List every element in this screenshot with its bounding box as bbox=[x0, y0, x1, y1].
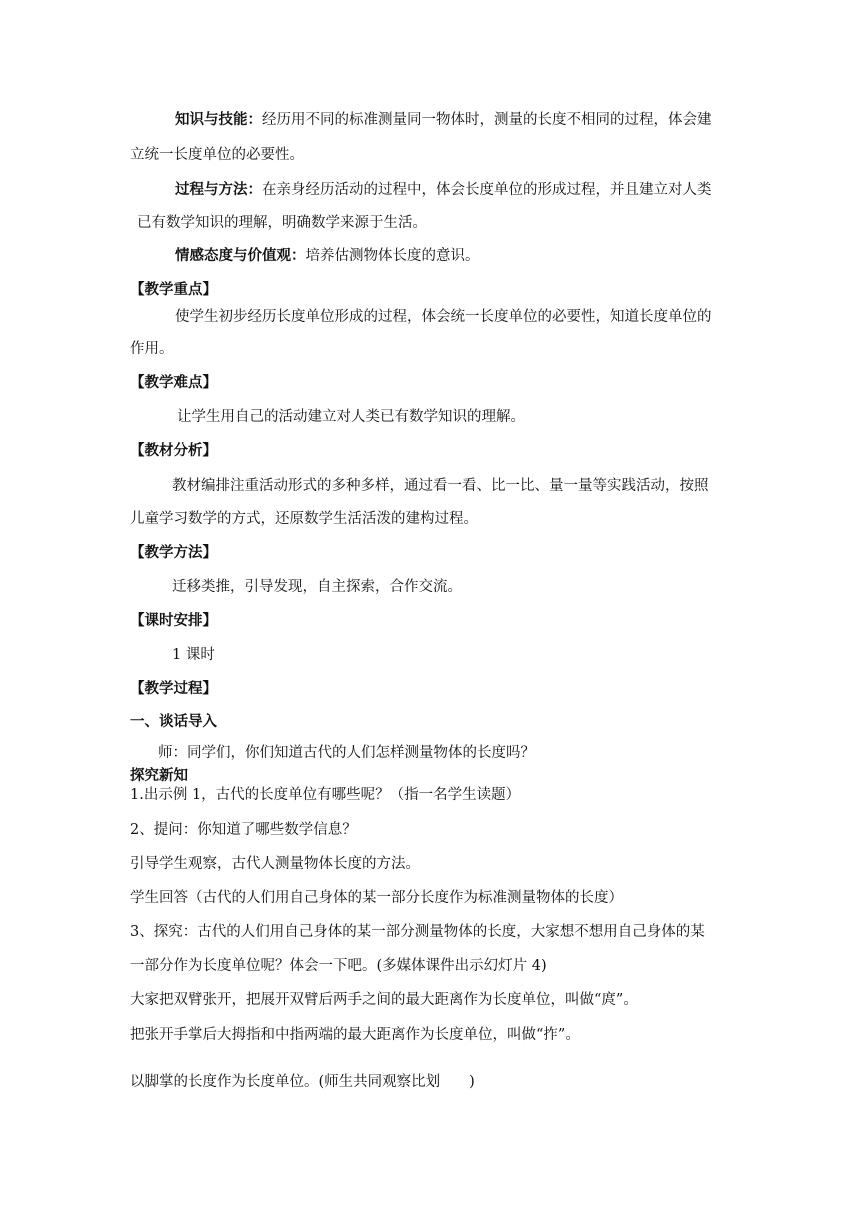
step3-text: 3、探究：古代的人们用自己身体的某一部分测量物体的长度，大家想不想用自己身体的某 bbox=[130, 924, 705, 940]
knowledge-text: 经历用不同的标准测量同一物体时，测量的长度不相同的过程，体会建 bbox=[262, 112, 712, 128]
process-objective-line bbox=[175, 180, 712, 200]
difficulties-text: 让学生用自己的活动建立对人类已有数学知识的理解。 bbox=[177, 409, 525, 425]
knowledge-objective-line bbox=[175, 110, 712, 130]
analysis-heading: 【教材分析】 bbox=[130, 443, 217, 459]
emotion-label: 情感态度与价值观： bbox=[175, 248, 306, 264]
difficulties-heading: 【教学难点】 bbox=[130, 375, 217, 391]
knowledge-objective-cont: 立统一长度单位的必要性。 bbox=[130, 147, 304, 163]
methods-heading: 【教学方法】 bbox=[130, 545, 217, 561]
intro-text: 师：同学们，你们知道古代的人们怎样测量物体的长度吗？ bbox=[158, 745, 535, 761]
unit-tuo-text: 大家把双臂张开，把展开双臂后两手之间的最大距离作为长度单位，叫做“庹”。 bbox=[130, 992, 638, 1008]
answer-text: 学生回答（古代的人们用自己身体的某一部分长度作为标准测量物体的长度） bbox=[130, 890, 623, 906]
step2-text: 2、提问：你知道了哪些数学信息？ bbox=[130, 822, 357, 838]
knowledge-label: 知识与技能： bbox=[175, 112, 262, 128]
unit-foot-text: 以脚掌的长度作为长度单位。(师生共同观察比划 ) bbox=[130, 1074, 475, 1090]
process-text: 在亲身经历活动的过程中，体会长度单位的形成过程，并且建立对人类 bbox=[262, 182, 712, 198]
key-points-text-cont: 作用。 bbox=[130, 341, 174, 357]
process-label: 过程与方法： bbox=[175, 182, 262, 198]
analysis-text-cont: 儿童学习数学的方式，还原数学生活活泼的建构过程。 bbox=[130, 511, 478, 527]
emotion-objective-line bbox=[175, 246, 480, 266]
step1-text: 1.出示例 1，古代的长度单位有哪些呢？（指一名学生读题） bbox=[130, 787, 521, 803]
key-points-text: 使学生初步经历长度单位形成的过程，体会统一长度单位的必要性，知道长度单位的 bbox=[175, 309, 712, 325]
methods-text: 迁移类推，引导发现，自主探索，合作交流。 bbox=[172, 579, 462, 595]
intro-heading: 一、谈话导入 bbox=[130, 714, 217, 730]
process-heading: 【教学过程】 bbox=[130, 681, 217, 697]
process-objective-cont: 已有数学知识的理解，明确数学来源于生活。 bbox=[137, 215, 427, 231]
guide-text: 引导学生观察，古代人测量物体长度的方法。 bbox=[130, 856, 420, 872]
emotion-text: 培养估测物体长度的意识。 bbox=[305, 248, 480, 264]
schedule-text: 1 课时 bbox=[172, 647, 215, 663]
schedule-heading: 【课时安排】 bbox=[130, 613, 217, 629]
key-points-heading: 【教学重点】 bbox=[130, 282, 217, 298]
unit-zha-text: 把张开手掌后大拇指和中指两端的最大距离作为长度单位，叫做“拃”。 bbox=[130, 1027, 580, 1043]
analysis-text: 教材编排注重活动形式的多种多样，通过看一看、比一比、量一量等实践活动，按照 bbox=[172, 478, 709, 494]
step3-text-cont: 一部分作为长度单位呢？体会一下吧。(多媒体课件出示幻灯片 4) bbox=[130, 958, 547, 974]
explore-heading: 探究新知 bbox=[130, 768, 188, 784]
